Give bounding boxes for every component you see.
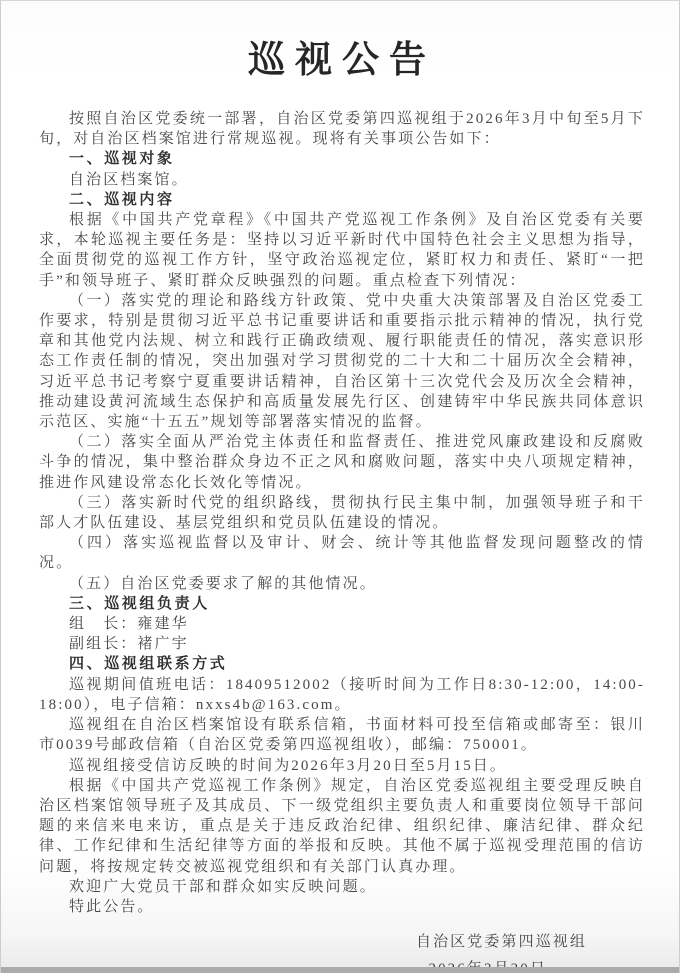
deputy-leader-line: 副组长：褚广宇 xyxy=(69,636,189,653)
section-heading-targets: 一、巡视对象 xyxy=(69,150,175,168)
section-heading-leaders: 三、巡视组负责人 xyxy=(69,594,210,612)
leader-line: 组 长：雍建华 xyxy=(69,616,189,633)
closing-paragraph: 特此公告。 xyxy=(69,898,155,915)
paragraph: （一）落实党的理论和路线方针政策、党中央重大决策部署及自治区党委工作要求，特别是贯彻习近平总书记重要讲话和重要指示批示精神的情况，执行党章和其他党内法规、树立和践行正确政绩观、履行职能责任的情况，落实意识形态工作责任制的情况，突出加强对学习贯彻党的二十大和二十届历次全会精神，习近平总书记考察宁夏重要讲话精神，自治区第十三次党代会及历次全会精神，推动建设黄河流域生态保护和高质量发展先行区、创建铸牢中华民族共同体意识示范区、实施“十五五”规划等部署落实情况的监督。 xyxy=(39,292,645,431)
scope-paragraph: 根据《中国共产党巡视工作条例》规定，自治区党委巡视组主要受理反映自治区档案馆领导班子及其成员、下一级党组织主要负责人和重要岗位领导干部问题的来信来电来访，重点是关于违反政治纪律、组织纪律、廉洁纪律、群众纪律、工作纪律和生活纪律等方面的举报和反映。其他不属于巡视受理范围的信访问题，将按规定转交被巡视党组织和有关部门认真办理。 xyxy=(39,777,645,875)
paragraph: 根据《中国共产党章程》《中国共产党巡视工作条例》及自治区党委有关要求，本轮巡视主要任务是：坚持以习近平新时代中国特色社会主义思想为指导，全面贯彻党的巡视工作方针，坚守政治巡视定位，紧盯权力和责任、紧盯“一把手”和领导班子、紧盯群众反映强烈的问题。重点检查下列情况： xyxy=(39,212,645,289)
page-bottom-edge xyxy=(1,967,679,973)
paragraph: （二）落实全面从严治党主体责任和监督责任、推进党风廉政建设和反腐败斗争的情况，集中整治群众身边不正之风和腐败问题，落实中央八项规定精神，推进作风建设常态化长效化等情况。 xyxy=(39,434,645,491)
intro-paragraph: 按照自治区党委统一部署，自治区党委第四巡视组于2026年3月中旬至5月下旬，对自治区档案馆进行常规巡视。现将有关事项公告如下： xyxy=(39,111,645,148)
paragraph: （四）落实巡视监督以及审计、财会、统计等其他监督发现问题整改的情况。 xyxy=(39,535,645,572)
document-title: 巡视公告 xyxy=(248,40,436,81)
section-heading-contents: 二、巡视内容 xyxy=(69,190,175,208)
paragraph: 自治区档案馆。 xyxy=(69,171,189,188)
paragraph: （五）自治区党委要求了解的其他情况。 xyxy=(69,575,377,592)
paragraph: （三）落实新时代党的组织路线，贯彻执行民主集中制，加强领导班子和干部人才队伍建设、基层党组织和党员队伍建设的情况。 xyxy=(39,494,645,532)
welcome-paragraph: 欢迎广大党员干部和群众如实反映问题。 xyxy=(69,878,377,895)
contact-mailbox-paragraph: 巡视组在自治区档案馆设有联系信箱，书面材料可投至信箱或邮寄至：银川市0039号邮政信箱（自治区党委第四巡视组收），邮编：750001。 xyxy=(39,717,645,754)
signature-org: 自治区党委第四巡视组 xyxy=(415,934,587,951)
petition-period-paragraph: 巡视组接受信访反映的时间为2026年3月20日至5月15日。 xyxy=(69,757,508,774)
contact-phone-paragraph: 巡视期间值班电话：18409512002（接听时间为工作日8:30-12:00，14:00-18:00），电子信箱：nxxs4b@163.com。 xyxy=(39,676,645,713)
document-content xyxy=(1,1,679,973)
document-body xyxy=(39,109,645,973)
section-heading-contact: 四、巡视组联系方式 xyxy=(69,655,228,673)
